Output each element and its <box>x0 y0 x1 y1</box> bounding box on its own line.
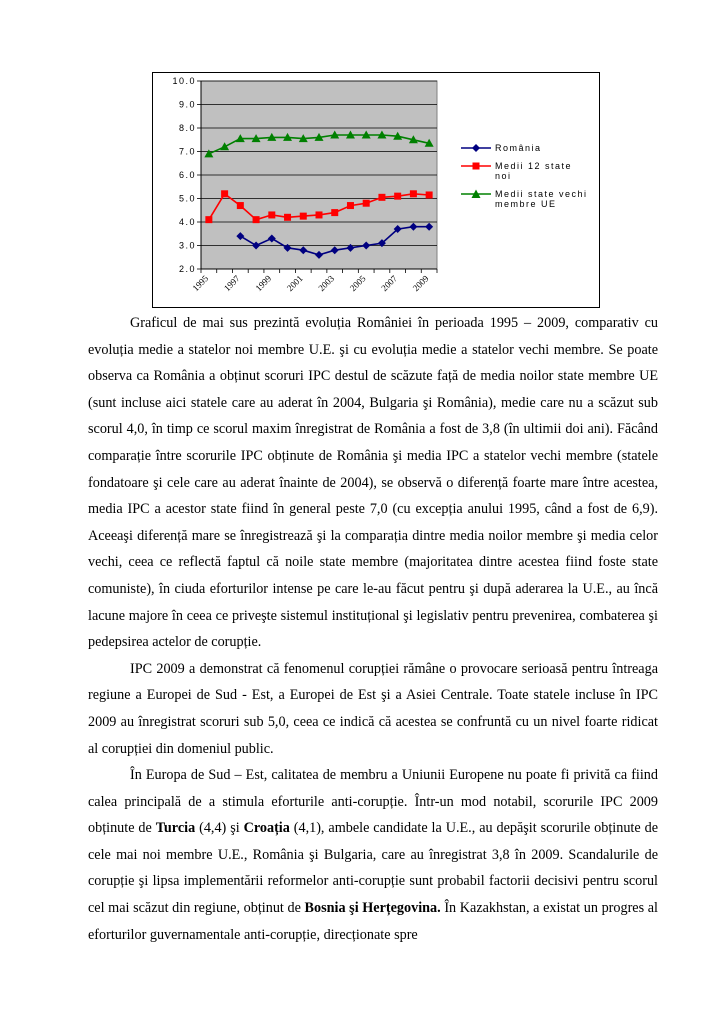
x-tick-label: 2005 <box>347 273 368 294</box>
x-tick-label: 1995 <box>190 273 211 294</box>
y-tick-label: 4.0 <box>178 217 196 227</box>
y-tick-label: 3.0 <box>178 240 196 251</box>
x-tick-label: 2007 <box>379 273 400 294</box>
data-point-new12 <box>221 190 228 197</box>
data-point-new12 <box>347 202 354 209</box>
legend-item-old <box>461 189 591 209</box>
x-tick-label: 1997 <box>221 273 242 294</box>
y-tick-label: 7.0 <box>178 146 196 157</box>
data-point-new12 <box>331 209 338 216</box>
y-tick-label: 10.0 <box>172 76 196 86</box>
document-body <box>88 310 658 948</box>
data-point-new12 <box>410 190 417 197</box>
x-tick-label: 2003 <box>316 273 337 294</box>
x-tick-label: 1999 <box>253 273 274 294</box>
y-tick-label: 9.0 <box>178 99 196 110</box>
legend-item-new12 <box>461 161 591 181</box>
legend-label-new12: Medii 12 state noi <box>495 161 573 181</box>
legend-label-romania: România <box>495 143 542 153</box>
legend-item-romania <box>461 143 591 153</box>
data-point-new12 <box>253 216 260 223</box>
data-point-new12 <box>205 216 212 223</box>
p3-text-b: (4,4) şi <box>195 820 244 837</box>
paragraph-2: IPC 2009 a demonstrat că fenomenul corupției rămâne o provocare serioasă pentru întreaga regiune a Europei de Sud - Est, a Europei de Est şi a Asiei Centrale. Toate statele incluse în IPC 2009 au înregistrat scoruri sub 5,0, ceea ce indică că acestea se confruntă cu un nivel foarte ridicat al corupției din domeniul public. <box>88 660 658 757</box>
p3-bold-turcia: Turcia <box>155 820 196 837</box>
x-tick-label: 2009 <box>410 273 431 294</box>
p3-bold-bosnia: Bosnia şi Herțegovina. <box>304 900 441 917</box>
legend-marker-square-icon <box>461 161 491 171</box>
data-point-new12 <box>237 202 244 209</box>
p3-text-c: (4,1), ambele candidate la U.E., au depăşit scorurile obținute de cele mai noi membre U.E., România şi Bulgaria, care au înregistrat 3,8 în 2009. Scandalurile de corupție şi lipsa implementării reformelor anti-corupție sunt probabil factorii decisivi pentru scorul cel mai scăzut din regiune, obținut de <box>88 820 658 917</box>
data-point-new12 <box>284 214 291 221</box>
data-point-new12 <box>316 211 323 218</box>
y-tick-label: 2.0 <box>178 264 196 274</box>
data-point-new12 <box>268 211 275 218</box>
chart-legend <box>461 143 591 217</box>
legend-label-old: Medii state vechi membre UE <box>495 189 588 209</box>
y-tick-label: 6.0 <box>178 170 196 180</box>
legend-marker-diamond-icon <box>461 143 491 153</box>
data-point-new12 <box>394 193 401 200</box>
p3-bold-croatia: Croația <box>243 820 290 837</box>
paragraph-3 <box>88 762 658 948</box>
data-point-new12 <box>300 213 307 220</box>
legend-marker-triangle-icon <box>461 189 491 199</box>
x-tick-label: 2001 <box>284 273 305 294</box>
data-point-new12 <box>363 200 370 207</box>
data-point-new12 <box>378 194 385 201</box>
p3-text-a: În Europa de Sud – Est, calitatea de membru a Uniunii Europene nu poate fi privită ca fiind calea principală de a stimula eforturile anti-corupție. Într-un mod notabil, scorurile IPC 2009 obținute de <box>88 767 658 837</box>
p3-text-d: În Kazakhstan, a existat un progres al eforturilor guvernamentale anti-corupție, direcționate spre <box>88 900 658 943</box>
data-point-new12 <box>426 191 433 198</box>
y-tick-label: 8.0 <box>178 123 196 133</box>
y-tick-label: 5.0 <box>178 193 196 204</box>
chart-frame <box>152 72 600 308</box>
paragraph-1: Graficul de mai sus prezintă evoluția României în perioada 1995 – 2009, comparativ cu evoluția medie a statelor noi membre U.E. şi cu evoluția medie a statelor vechi membre. Se poate observa ca România a obținut scoruri IPC destul de scăzute față de media noilor state membre UE (sunt incluse aici statele care au aderat în 2004, Bulgaria şi România), medie care nu a scăzut sub scorul 4,0, în timp ce scorul maxim înregistrat de România a fost de 3,8 (în ultimii doi ani). Făcând comparație între scorurile IPC obținute de România şi media IPC a statelor vechi membre (statele fondatoare şi cele care au aderat înainte de 2004), se observă o diferență foarte mare între acestea, media IPC a acestor state fiind în general peste 7,0 (cu excepția anului 1995, când a fost de 6,9). Aceeaşi diferență mare se înregistrează şi la comparația dintre media noilor membre şi media celor vechi, ceea ce reflectă faptul că noile state membre (majoritatea dintre acestea fiind foste state comuniste), în ciuda eforturilor intense pe care le-au făcut pentru şi după aderarea la U.E., au încă lacune majore în ceea ce priveşte sistemul instituțional şi legislativ pentru prevenirea, combaterea şi pedepsirea actelor de corupție. <box>88 315 658 651</box>
